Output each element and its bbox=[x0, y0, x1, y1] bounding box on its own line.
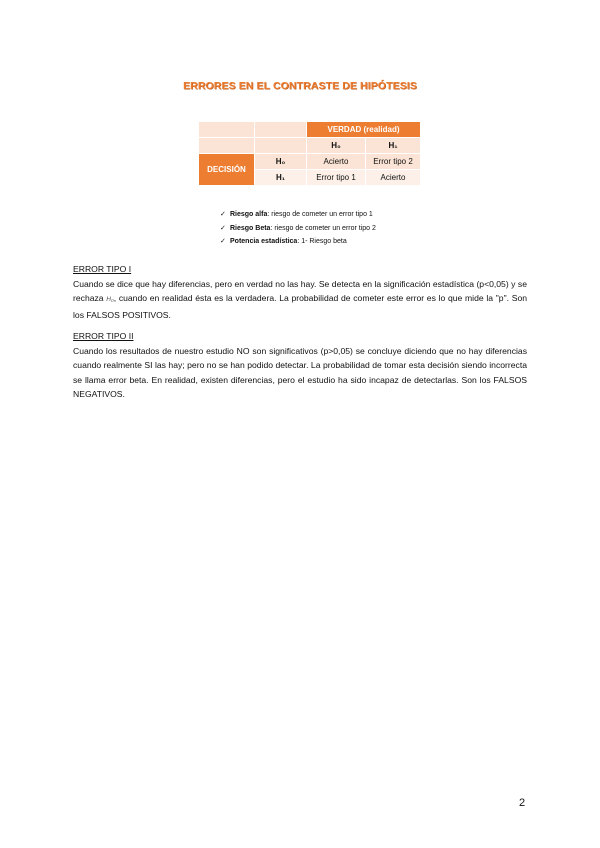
table-row bbox=[199, 138, 421, 154]
col-header-h0: H₀ bbox=[307, 138, 366, 154]
check-icon: ✓ bbox=[220, 224, 226, 232]
table-corner-cell bbox=[255, 122, 307, 138]
check-icon: ✓ bbox=[220, 238, 226, 245]
check-icon: ✓ bbox=[220, 211, 226, 218]
risk-checklist bbox=[220, 208, 376, 249]
error-type-1-section bbox=[73, 262, 527, 322]
table-corner-cell bbox=[199, 122, 255, 138]
error-matrix-table bbox=[198, 121, 421, 186]
list-item bbox=[220, 222, 376, 236]
table-row bbox=[199, 122, 421, 138]
checklist-term: Potencia estadística bbox=[230, 238, 298, 245]
table-row bbox=[199, 154, 421, 170]
row-header-h0: H₀ bbox=[255, 154, 307, 170]
error-type-2-section bbox=[73, 329, 527, 402]
error-type-2-text: Cuando los resultados de nuestro estudio NO son significativos (p>0,05) se concluye diciendo que no hay diferencias cuando realmente SI las hay; pero no se han podido detectar. La probabilidad de tomar esta decisión siendo incorrecta se llama error beta. En realidad, existen diferencias, pero el estudio ha sido incapaz de detectarlas. Son los FALSOS NEGATIVOS. bbox=[73, 345, 527, 399]
decision-label: DECISIÓN bbox=[199, 154, 255, 186]
list-item bbox=[220, 208, 376, 222]
error-type-2-heading: ERROR TIPO II bbox=[73, 331, 134, 341]
error-type-1-text-a: Cuando se dice que hay diferencias, pero en verdad no las hay. Se detecta en la significación estadística (p<0,05) y se rechaza bbox=[73, 278, 527, 303]
cell-h1-h0: Error tipo 1 bbox=[307, 170, 366, 186]
col-header-h1: H₁ bbox=[366, 138, 421, 154]
checklist-term: Riesgo Beta bbox=[230, 224, 271, 232]
error-type-1-text-b: , cuando en realidad ésta es la verdadera. La probabilidad de cometer este error es lo que mide la "p". Son los FALSOS POSITIVOS. bbox=[73, 293, 528, 320]
checklist-text: : 1- Riesgo beta bbox=[297, 238, 347, 245]
h0-symbol: H₀ bbox=[106, 296, 114, 303]
cell-h0-h0: Acierto bbox=[307, 154, 366, 170]
list-item bbox=[220, 235, 376, 249]
checklist-text: : riesgo de cometer un error tipo 1 bbox=[267, 211, 373, 218]
checklist-text: : riesgo de cometer un error tipo 2 bbox=[270, 224, 376, 232]
page-number: 2 bbox=[519, 797, 526, 809]
truth-header: VERDAD (realidad) bbox=[307, 122, 421, 138]
cell-h0-h1: Error tipo 2 bbox=[366, 154, 421, 170]
page-title: ERRORES EN EL CONTRASTE DE HIPÓTESIS bbox=[183, 80, 417, 92]
row-header-h1: H₁ bbox=[255, 170, 307, 186]
cell-h1-h1: Acierto bbox=[366, 170, 421, 186]
error-type-1-heading: ERROR TIPO I bbox=[73, 264, 132, 274]
checklist-term: Riesgo alfa bbox=[230, 211, 268, 218]
table-corner-cell bbox=[199, 138, 255, 154]
table-corner-cell bbox=[255, 138, 307, 154]
